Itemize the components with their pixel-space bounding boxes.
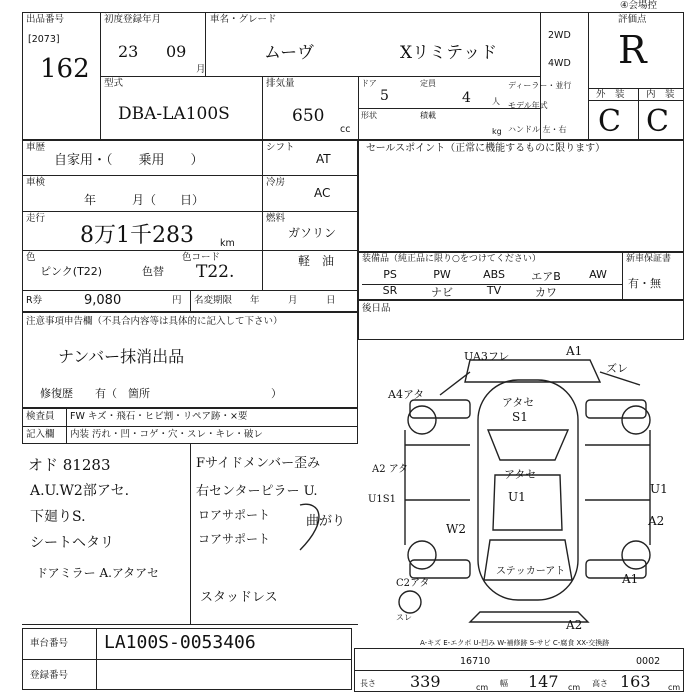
drive-2wd: 2WD [548, 30, 571, 41]
yen-unit: 円 [172, 295, 182, 306]
cm-unit-3: cm [668, 683, 681, 692]
hand-note-r0: Fサイドメンバー歪み [196, 456, 321, 471]
interior-label: 内 装 [646, 89, 675, 100]
load-label: 積載 [420, 111, 436, 120]
equipment-item: カワ [535, 286, 557, 299]
shift-value: AT [316, 152, 331, 166]
diagram-mark-8: アタセ [504, 468, 537, 481]
equipment-item: エアB [531, 270, 561, 283]
dim-w: 147 [528, 672, 559, 691]
legend-row2: 内装 汚れ・凹・コゲ・穴・スレ・キレ・破レ [70, 429, 263, 440]
reg-label: 登録番号 [30, 670, 69, 681]
notes-hand: ナンバー抹消出品 [58, 347, 185, 366]
inspection-label: 車検 [26, 177, 46, 188]
seats-label: 定員 [420, 79, 436, 88]
hand-note-r5: スタッドレス [200, 590, 278, 605]
equipment-label: 装備品（純正品に限り○をつけてください） [362, 254, 541, 264]
lot-sub: [2073] [28, 34, 60, 45]
after-label: 後日品 [362, 303, 391, 314]
diagram-mark-12: W2 [446, 522, 466, 536]
dim-h: 163 [620, 672, 651, 691]
exterior-grade: C [598, 104, 621, 139]
handle-label: ハンドル 左・右 [508, 125, 567, 134]
name-change-label: 名変期限 [194, 295, 233, 306]
color-label: 色 [26, 252, 36, 263]
recycle-label: R券 [26, 295, 43, 306]
mileage-value: 8万1千283 [80, 223, 194, 248]
model: DBA-LA100S [118, 104, 230, 124]
diagram-mark-16: A2 [566, 618, 583, 632]
km-unit: km [220, 238, 235, 249]
footer-legend: A-キズ E-エクボ U-凹み W-補修跡 S-サビ C-腐食 XX-交換跡 [420, 639, 610, 647]
seats: 4 [462, 90, 471, 106]
dim-len: 339 [410, 672, 441, 691]
page-no: 0002 [636, 656, 661, 667]
cc-unit: cc [340, 124, 351, 135]
sales-point-label: セールスポイント（正常に機能するものに限ります） [366, 143, 606, 154]
name-label: 車名・グレード [210, 14, 277, 25]
diagram-mark-13: C2アタ [396, 578, 430, 589]
dealer-label: ディーラー・並行 [508, 81, 572, 90]
person-unit: 人 [492, 97, 500, 106]
kg-unit: kg [492, 127, 502, 136]
drive-4wd: 4WD [548, 58, 571, 69]
diagram-mark-0: UA3フレ [464, 350, 510, 363]
doors-label: ドア [361, 79, 377, 88]
model-label: 型式 [104, 78, 124, 89]
ac-label: 冷房 [266, 177, 286, 188]
repair-history: 修復歴 有（ 箇所 ） [40, 387, 282, 400]
diagram-mark-4: アタセ [502, 396, 535, 409]
fuel-label: 燃料 [266, 213, 286, 224]
equipment-item: PS [383, 268, 397, 281]
lot-label: 出品番号 [26, 14, 65, 25]
diagram-mark-2: ズレ [606, 362, 628, 375]
dim-label-len: 長さ [360, 679, 376, 688]
cm-unit-1: cm [476, 683, 489, 692]
equipment-item: PW [433, 268, 451, 281]
grade: Xリミテッド [400, 43, 498, 63]
interior-grade: C [646, 104, 669, 139]
hand-note-r4: 曲がり [306, 514, 346, 529]
chassis-label: 車台番号 [30, 638, 69, 649]
inspector-label: 検査員 [26, 411, 55, 422]
doors: 5 [380, 88, 389, 104]
hand-note-4: ドアミラー A.アタアセ [36, 566, 159, 580]
equipment-item: ABS [483, 268, 505, 281]
month-unit: 月 [196, 64, 206, 75]
equipment-item: TV [486, 284, 502, 297]
hand-note-2: 下廻りS. [30, 509, 86, 525]
car-name: ムーヴ [264, 43, 315, 63]
score: R [618, 28, 647, 72]
notes-label: 注意事項申告欄（不具合内容等は具体的に記入して下さい） [26, 316, 283, 327]
diagram-mark-1: A1 [566, 344, 583, 358]
hand-note-r3: コアサポート [198, 532, 271, 546]
color-code: T22. [196, 262, 235, 282]
diagram-mark-11: A2 [648, 514, 665, 528]
color-change-label: 色替 [142, 265, 164, 278]
diagram-mark-9: U1 [508, 490, 526, 504]
shift-label: シフト [266, 142, 295, 153]
diagram-mark-15: A1 [622, 572, 639, 586]
diagram-mark-6: A2 アタ [372, 464, 409, 475]
diagram-mark-7: U1S1 [368, 494, 397, 505]
equipment-item: SR [382, 284, 398, 297]
first-reg-year: 23 [118, 42, 139, 61]
diagram-mark-10: U1 [650, 482, 668, 496]
mileage-label: 走行 [26, 213, 46, 224]
equipment-item: ナビ [431, 286, 453, 299]
score-label: 評価点 [618, 14, 647, 25]
entry-label: 記入欄 [26, 429, 55, 440]
diagram-mark-5: S1 [512, 410, 528, 424]
diagram-mark-14: ステッカーアト [496, 566, 566, 577]
model-year-label: モデル年式 [508, 101, 548, 110]
footer-id: 16710 [460, 656, 491, 667]
hand-note-1: A.U.W2部アセ. [30, 483, 130, 499]
fuel-diesel: 軽 油 [298, 254, 335, 268]
hand-note-r1: 右センターピラー U. [196, 484, 318, 499]
first-reg-month: 09 [166, 42, 187, 61]
new-warranty-label: 新車保証書 [626, 254, 672, 264]
fuel-gas: ガソリン [288, 226, 337, 240]
diagram-mark-3: A4アタ [388, 388, 425, 401]
chassis-value: LA100S-0053406 [104, 632, 256, 653]
top-right-mark: ④会場控 [620, 0, 658, 11]
recycle-value: 9,080 [84, 293, 122, 308]
displacement-label: 排気量 [266, 78, 295, 89]
cm-unit-2: cm [568, 683, 581, 692]
exterior-label: 外 装 [596, 89, 625, 100]
ac-value: AC [314, 186, 331, 200]
legend-row1: FW キズ・飛石・ヒビ割・リペア跡・×要 [70, 411, 248, 422]
hand-note-3: シートヘタリ [30, 535, 114, 551]
dim-label-h: 高さ [592, 679, 608, 688]
color-code-label: 色コード [182, 252, 221, 263]
diagram-mark-17: スレ [396, 613, 412, 622]
hand-note-0: オド 81283 [28, 456, 111, 474]
usage-label: 車歴 [26, 142, 46, 153]
shape-label: 形状 [361, 111, 377, 120]
lot-number: 162 [40, 54, 90, 84]
equipment-item: AW [589, 268, 607, 281]
inspection-value: 年 月（ 日） [84, 193, 205, 207]
hand-note-r2: ロアサポート [198, 508, 271, 522]
new-warranty-value: 有・無 [628, 277, 661, 290]
displacement: 650 [292, 106, 325, 126]
color-value: ピンク(T22) [40, 265, 103, 278]
usage-value: 自家用・（ 乗用 ） [54, 153, 204, 168]
first-reg-label: 初度登録年月 [104, 14, 162, 25]
name-change-value: 年 月 日 [250, 295, 336, 306]
dim-label-w: 幅 [500, 679, 508, 688]
